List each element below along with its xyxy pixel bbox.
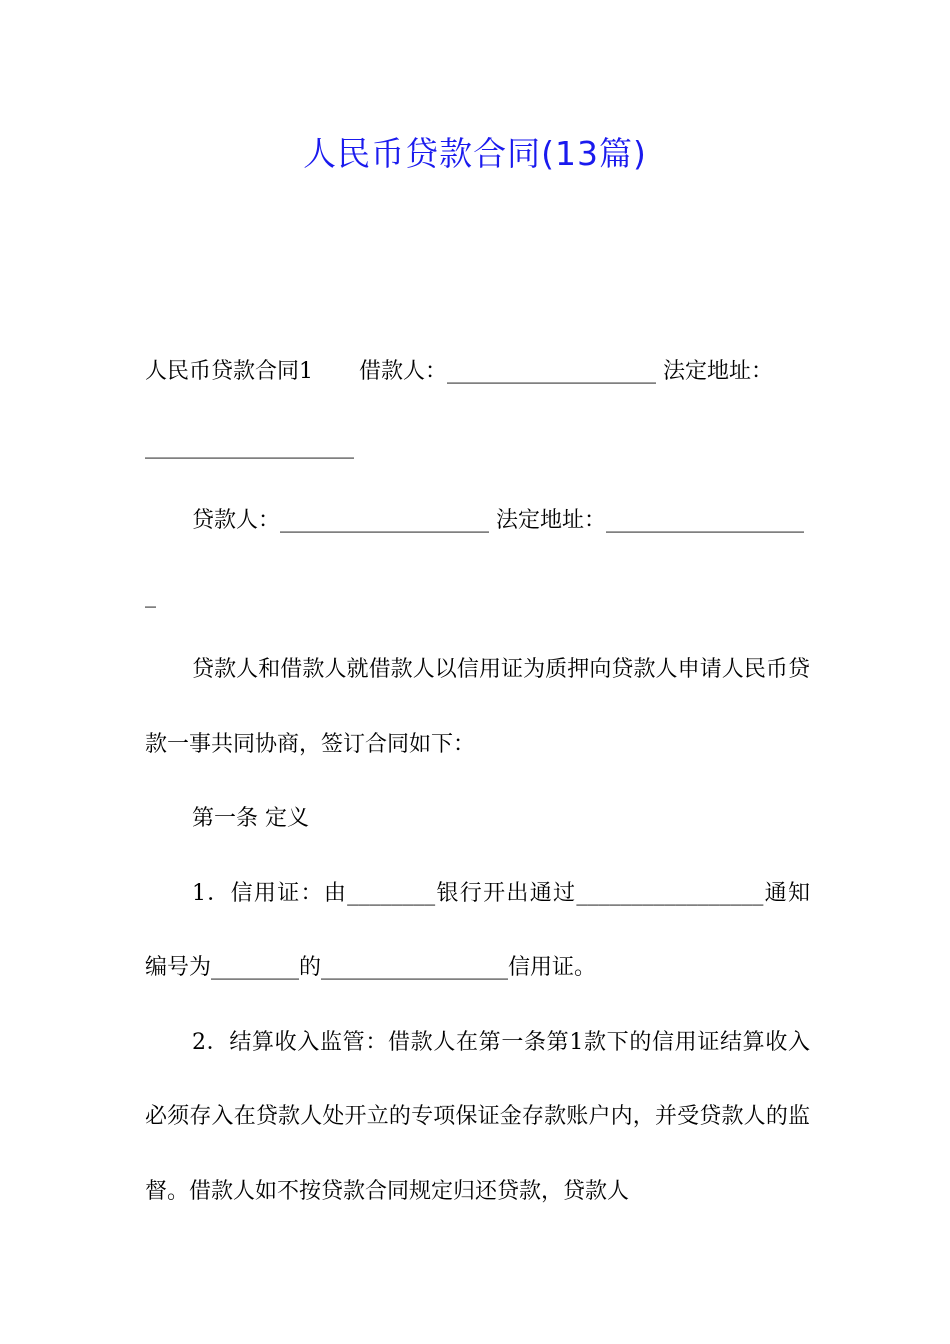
paragraph-lender: 贷款人：___________________ 法定地址：___________________ <box>145 508 804 608</box>
document-title: 人民币贷款合同(13篇) <box>303 134 647 173</box>
document-body <box>145 335 810 1229</box>
paragraph-letter-of-credit-definition: 1．信用证：由________银行开出通过_________________通知编号为________的_________________信用证。 <box>145 880 810 980</box>
paragraph-article-one-heading: 第一条 定义 <box>192 806 309 831</box>
paragraph-contract-header <box>145 335 810 410</box>
paragraph-preamble: 贷款人和借款人就借款人以信用证为质押向贷款人申请人民币贷款一事共同协商，签订合同如下： <box>145 657 810 757</box>
borrower-address-line: 借款人：___________________ 法定地址： <box>359 359 773 384</box>
paragraph-borrower-address-blank: ___________________ <box>145 433 354 459</box>
contract-number-label: 人民币贷款合同1 <box>145 359 313 384</box>
paragraph-settlement-supervision: 2．结算收入监管：借款人在第一条第1款下的信用证结算收入必须存入在贷款人处开立的专项保证金存款账户内，并受贷款人的监督。借款人如不按贷款合同规定归还贷款，贷款人 <box>145 1029 810 1204</box>
